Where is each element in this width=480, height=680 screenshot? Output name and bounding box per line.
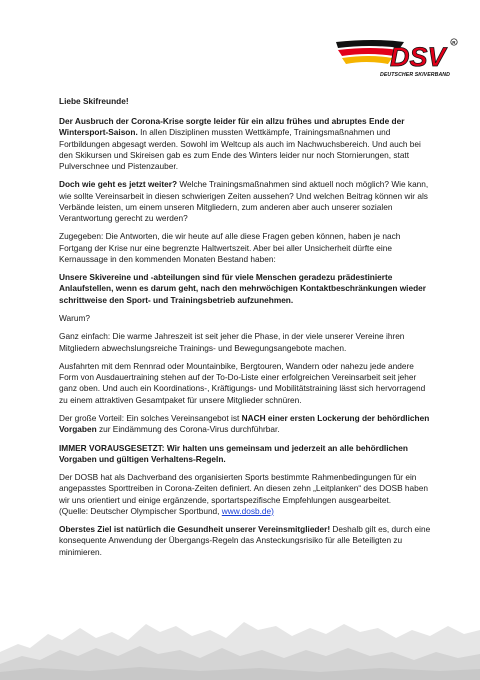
questions-text: Welche Trainingsmaßnahmen sind aktuell noch möglich? Wie kann, wie sollte Vereinsarbeit in diesen schwierigen Zeiten aussehen? Und welchen Beitrag können wir als Verbände leisten, um einem unseren Mitgliedern, zum anderen aber auch unserer sozialen Verantwortung gerecht zu werden?: [59, 179, 429, 224]
intro-bold: Der Ausbruch der Corona-Krise sorgte leider für ein allzu frühes und abruptes Ende der Wintersport-Saison.: [59, 116, 405, 138]
paragraph-questions: [59, 179, 431, 224]
dosb-link[interactable]: www.dosb.de): [221, 505, 274, 516]
dosb-text: Der DOSB hat als Dachverband des organisierten Sports bestimmte Rahmenbedingungen für ein angepasstes Sporttreiben in Corona-Zeiten definiert. An diesen zehn „Leitplanken“ des DOSB haben wir uns orientiert und einige ergänzende, sportartspezifische Empfehlungen ausgearbeitet.: [59, 472, 428, 505]
dosb-source: (Quelle: Deutscher Olympischer Sportbund,: [59, 505, 222, 516]
paragraph-intro: [59, 116, 431, 172]
paragraph-goal: [59, 524, 431, 558]
logo-letters: DSV: [390, 42, 446, 72]
prerequisite-bold: IMMER VORAUSGESETZT: Wir halten uns gemeinsam und jederzeit an alle behördlichen Vorgaben und gültigen Verhaltens-Regeln.: [59, 442, 408, 464]
goal-bold: Oberstes Ziel ist natürlich die Gesundheit unserer Vereinsmitglieder!: [59, 524, 331, 535]
advantage-text-2: zur Eindämmung des Corona-Virus durchführbar.: [96, 424, 280, 435]
goal-text: Deshalb gilt es, durch eine konsequente Anwendung der Übergangs-Regeln das Ansteckungsrisiko für alle Beteiligten zu minimieren.: [59, 524, 431, 557]
advantage-bold: NACH einer ersten Lockerung der behördlichen Vorgaben: [59, 412, 430, 435]
logo-caption: DEUTSCHER SKIVERBAND: [379, 72, 451, 78]
logo-stripe-gold: [342, 56, 392, 64]
mountain-silhouette: [0, 610, 480, 680]
paragraph-prerequisite: [59, 443, 431, 465]
letter-body: [59, 96, 431, 565]
paragraph-advantage: [59, 413, 431, 435]
paragraph-dosb: [59, 472, 431, 517]
paragraph-simple: Ganz einfach: Die warme Jahreszeit ist seit jeher die Phase, in der viele unserer Vereine ihren Mitgliedern abwechslungsreiche Trainings- und Bewegungsangebote machen.: [59, 331, 405, 353]
intro-text: In allen Disziplinen mussten Wettkämpfe, Trainingsmaßnahmen und Fortbildungen abgesagt werden. Sowohl im Weltcup als auch im Nachwuchsbereich. Und auch bei den Skikursen und Skireisen gab es zum Ende des Winters leider nur noch Stornierungen, statt Pulverschnee und Pistenzauber.: [59, 127, 421, 172]
registered-mark-letter: R: [452, 39, 456, 45]
paragraph-why: Warum?: [59, 313, 91, 323]
advantage-text-1: Der große Vorteil: Ein solches Vereinsangebot ist: [59, 412, 242, 423]
questions-bold: Doch wie geht es jetzt weiter?: [59, 179, 178, 190]
key-statement-bold: Unsere Skivereine und -abteilungen sind für viele Menschen geradezu prädestinierte Anlaufstellen, wenn es darum geht, nach den mehrwöchigen Kontaktbeschränkungen wieder schrittweise den Sport- und Trainingsbetrieb aufzunehmen.: [59, 272, 426, 305]
paragraph-answers: Zugegeben: Die Antworten, die wir heute auf alle diese Fragen geben können, haben je nach Fortgang der Krise nur eine begrenzte Haltwertszeit. Aber bei aller Unsicherheit dürfte eine Kernaussage in den kommenden Monaten Bestand haben:: [59, 231, 401, 264]
greeting: Liebe Skifreunde!: [59, 96, 129, 106]
logo-stripe-red: [338, 48, 398, 56]
paragraph-key-statement: [59, 272, 431, 306]
paragraph-activities: Ausfahrten mit dem Rennrad oder Mountainbike, Bergtouren, Wandern oder nahezu jede andere Form von Ausdauertraining stehen auf der To-Do-Liste einer erfolgreichen Vereinsarbeit seit jeher ganz oben. Und auch ein Koordinations-, Kräftigungs- und Mobilitätstraining lässt sich hervorragend zu einem attraktiven Gesamtpaket für unsere Mitglieder schnüren.: [59, 360, 426, 405]
